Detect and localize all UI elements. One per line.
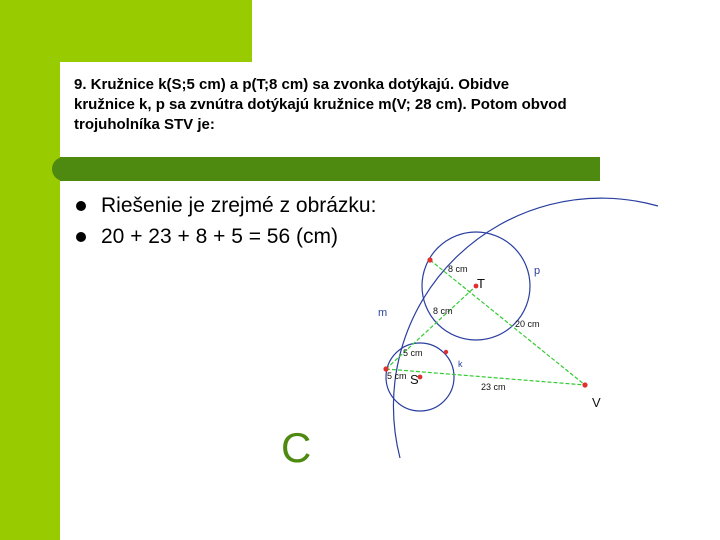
bullet-text: 20 + 23 + 8 + 5 = 56 (cm) (101, 225, 338, 248)
label-23cm: 23 cm (481, 382, 506, 392)
label-S: S (410, 372, 419, 387)
point-tangent-kp (444, 350, 448, 354)
bullet-list (74, 190, 376, 252)
bullet-dot-icon (76, 232, 86, 242)
bullet-dot-icon (76, 201, 86, 211)
label-k: k (458, 359, 463, 369)
label-m: m (378, 307, 388, 319)
label-5cm-left: 5 cm (387, 371, 407, 381)
segment-st (386, 286, 476, 369)
label-8cm-top: 8 cm (448, 264, 468, 274)
answer-letter: C (281, 424, 312, 471)
label-V: V (592, 395, 601, 410)
point-v (582, 382, 587, 387)
label-20cm: 20 cm (515, 319, 540, 329)
bullet-text: Riešenie je zrejmé z obrázku: (101, 194, 377, 217)
problem-statement: 9. Kružnice k(S;5 cm) a p(T;8 cm) sa zvonka dotýkajú. Obidve kružnice k, p sa zvnútra dotýkajú kružnice m(V; 28 cm). Potom obvod trojuholníka STV je: (74, 76, 567, 133)
label-T: T (477, 276, 485, 291)
segment-tv (430, 260, 585, 385)
label-p: p (534, 265, 541, 277)
bullet-item (74, 190, 376, 221)
point-top (427, 257, 432, 262)
label-8cm-mid: 8 cm (433, 306, 453, 316)
label-5cm-upper: 5 cm (403, 348, 423, 358)
bullet-item (74, 221, 376, 252)
